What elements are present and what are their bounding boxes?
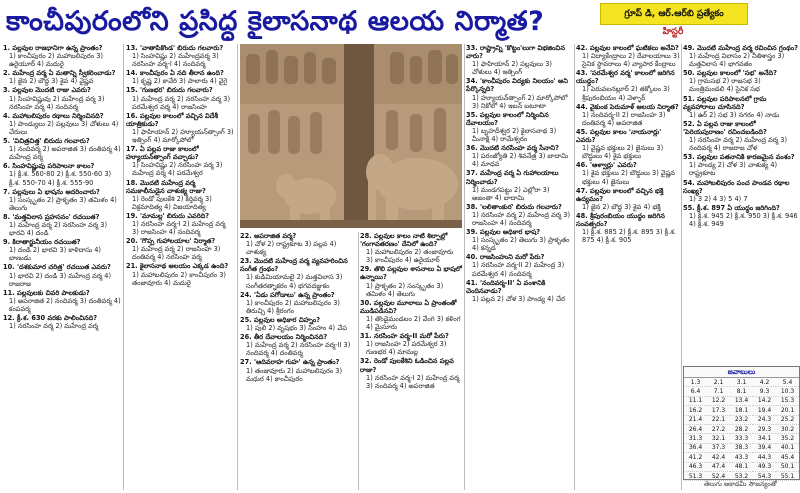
answer-cell: 32.1 — [707, 434, 730, 443]
question-options: 1) పాండ్య 2) చోళ 3) చాళుక్య 4) రాష్ట్రకూట — [689, 161, 778, 178]
question-options: 1) మహేంద్ర విలాసం 2) నీతిశాస్త్రం 3) మత్తవిలాస 4) భాగవతం — [689, 52, 785, 69]
question-item — [360, 357, 462, 389]
question-options: 1) పల్లవ 2) చోళ 3) పాండ్య 4) చేర — [472, 294, 565, 303]
question-text: 54. మహాబలిపురం పంచ పాండవ రథాల సంఖ్య? — [683, 178, 790, 195]
answer-cell: 43.3 — [730, 453, 753, 462]
column-divider — [464, 44, 465, 490]
question-item — [360, 232, 462, 264]
question-text: 45. పల్లవుల కాలం 'నాయనార్లు' ఎవరు? — [576, 127, 662, 145]
answer-cell: 8.1 — [730, 387, 753, 396]
question-text: 11. పల్లవులకు చివరి పాలకుడు? — [3, 288, 90, 297]
question-column-5 — [466, 44, 572, 490]
exam-tag-badge: గ్రూప్ డి, ఆర్.ఆర్‌బి ప్రత్యేకం — [600, 3, 748, 25]
question-text: 43. 'పరమేశ్వర వర్మ' కాలంలో జరిగిన యుద్ధం? — [576, 69, 675, 86]
question-item — [683, 120, 798, 152]
answer-cell: 52.4 — [707, 471, 730, 480]
answer-cell: 38.3 — [730, 443, 753, 452]
question-text: 17. ఏ పల్లవ రాజు కాలంలో హ్యూయన్‌త్సాంగ్ వచ్చాడు? — [126, 145, 199, 162]
answer-cell: 3.1 — [730, 378, 753, 387]
answer-cell: 17.3 — [707, 406, 730, 415]
question-text: 23. మొదటి మహేంద్ర వర్మ వ్యవహరించిన సంగీత గ్రంథం? — [240, 257, 348, 274]
question-options: 1) కృష్ణ 2) కావేరి 3) పాలారు 4) వైగై — [132, 77, 228, 86]
answer-cell: 40.1 — [776, 443, 799, 452]
answer-cell: 33.3 — [730, 434, 753, 443]
question-text: 33. రాష్ట్రాన్ని 'కొట్టం'లుగా విభజించిన వారు? — [466, 44, 565, 61]
answer-cell: 46.3 — [684, 462, 707, 471]
question-item — [126, 86, 234, 110]
answer-cell: 7.1 — [707, 387, 730, 396]
question-text: 25. పల్లవుల అధికార చిహ్నం? — [240, 315, 321, 324]
question-options: 1) మహేంద్ర వర్మ 2) రాజసింహ 3) దంతివర్మ 4) నరసింహ వర్మ — [132, 245, 221, 262]
answer-cell: 42.4 — [707, 453, 730, 462]
answer-cell: 2.1 — [707, 378, 730, 387]
question-text: 41. 'నందివర్మ-II' ఏ వంశానికి చెందినవాడు? — [466, 278, 546, 295]
question-text: 46. 'ఆళ్వార్లు' ఎవరు? — [576, 161, 637, 170]
question-text: 35. పల్లవుల కాలంలో నిర్మించిన దేవాలయం? — [466, 110, 549, 127]
question-options: 1) పాండ్యులు 2) పల్లవులు 3) చోళులు 4) చేరులు — [9, 119, 119, 136]
question-options: 1) సంస్కృతం 2) ప్రాకృతం 3) తమిళం 4) తెలుగు — [9, 195, 117, 212]
question-options: 1) పరంజ్యోతి 2) శివనేత్ర 3) బాదామి 4) మాధవ — [472, 152, 569, 169]
question-text: 6. సింహవిష్ణువు పరిపాలనా కాలం? — [3, 162, 95, 171]
question-options: 1) ప్రాకృతం 2) సంస్కృతం 3) తమిళం 4) తెలుగు — [366, 281, 444, 298]
question-item — [240, 257, 356, 289]
question-item — [683, 153, 798, 177]
question-options: 1) పులి 2) వృషభం 3) సింహం 4) చేప — [246, 324, 347, 333]
question-text: 3. పల్లవుల మొదటి రాజు ఎవరు? — [3, 86, 91, 95]
question-item — [683, 179, 798, 203]
question-options: 1) నరసింహ వర్మ-I 2) మహేంద్ర వర్మ 3) నందివర్మ 4) అపరాజిత — [366, 373, 460, 390]
question-options: 1) సింహవిష్ణువు 2) మహేంద్ర వర్మ 3) నరసింహ వర్మ 4) నందివర్మ — [9, 94, 105, 111]
answer-cell: 45.4 — [776, 453, 799, 462]
question-text: 55. క్రీ.శ. 897 ఏ యుద్ధం జరిగింది? — [683, 203, 780, 212]
answer-key-box — [683, 366, 800, 480]
question-text: 37. మహేంద్ర వర్మ ఏ గుహాలయాలు నిర్మించాడు? — [466, 169, 559, 186]
question-item — [466, 111, 572, 143]
answer-cell: 28.2 — [730, 424, 753, 433]
question-options: 1) నరసింహ వర్మ 2) మహేంద్ర వర్మ 3) నందివర్మ 4) రాజరాజ చోళ — [689, 136, 788, 153]
question-item — [3, 44, 123, 68]
question-options: 1) సంస్కృతం 2) తెలుగు 3) ప్రాకృతం 4) కన్నడ — [472, 236, 570, 253]
subject-label: హిస్టరీ — [662, 27, 684, 37]
question-options: 1) రాజసింహ 2) పరమేశ్వర 3) గుణభర 4) మామల్ల — [366, 340, 447, 357]
answer-cell: 21.4 — [684, 415, 707, 424]
answer-cell: 10.3 — [776, 387, 799, 396]
answer-cell: 31.3 — [684, 434, 707, 443]
answer-row — [684, 406, 799, 415]
question-item — [466, 144, 572, 168]
answer-cell: 29.3 — [753, 424, 776, 433]
question-item — [126, 44, 234, 68]
question-options: 1) మహాబలిపురం 2) తంజావూరు 3) కాంచీపురం 4) ఉరైయూర్ — [366, 248, 454, 265]
answer-cell: 13.4 — [730, 396, 753, 405]
answer-cell: 53.2 — [730, 471, 753, 480]
question-text: 51. పల్లవుల పరిపాలనలో గ్రామ వ్యవహారాలు చూసినది? — [683, 94, 767, 111]
question-options: 1) మండగపట్టు 2) ఎల్లోరా 3) అజంతా 4) బాదామి — [472, 185, 550, 202]
question-text: 39. పల్లవుల అధికార భాష? — [466, 228, 541, 237]
answer-cell: 5.4 — [776, 378, 799, 387]
answer-row — [684, 396, 799, 405]
answer-cell: 26.4 — [684, 424, 707, 433]
question-item — [3, 69, 123, 85]
question-column-6 — [576, 44, 680, 490]
question-item — [240, 358, 356, 382]
question-item — [3, 213, 123, 237]
column-divider — [574, 44, 575, 490]
question-text: 49. మొదటి మహేంద్ర వర్మ రచించిన గ్రంథం? — [683, 44, 798, 52]
question-item — [360, 265, 462, 297]
question-item — [576, 44, 680, 68]
question-text: 16. పల్లవుల కాలంలో వచ్చిన విదేశీ యాత్రికుడు? — [126, 111, 218, 128]
question-item — [466, 253, 572, 277]
question-text: 13. 'వాతాపికొండ' బిరుదు గలవారు? — [126, 44, 224, 52]
answer-cell: 11.1 — [684, 396, 707, 405]
question-text: 29. తొలి పల్లవుల శాసనాలు ఏ భాషలో ఉన్నాయి? — [360, 265, 462, 282]
question-text: 28. పల్లవుల కాలం నాటి శిల్పాల్లో 'గంగావతరణం' దేనిలో ఉంది? — [360, 232, 448, 249]
answer-cell: 41.2 — [684, 453, 707, 462]
question-text: 38. 'లలితాంకుర' బిరుదు గలవారు? — [466, 202, 562, 211]
question-item — [240, 333, 356, 357]
question-text: 52. ఏ పల్లవ రాజు కాలంలో 'పెరియపురాణం' రచించబడింది? — [683, 119, 767, 136]
answer-cell: 27.2 — [707, 424, 730, 433]
question-options: 1) జైన 2) బౌద్ధ 3) శైవ 4) భక్తి — [582, 202, 661, 211]
column-divider — [237, 44, 238, 490]
question-text: 5. 'విచిత్రచిత్త' బిరుదు గలవారు? — [3, 137, 90, 146]
page-title: కాంచీపురంలోని ప్రసిద్ధ కైలాసనాథ ఆలయ నిర్మాత? — [6, 6, 545, 37]
answer-cell: 25.2 — [776, 415, 799, 424]
answer-row — [684, 387, 799, 396]
question-item — [466, 169, 572, 201]
question-options: 1) క్రీ.శ. 945 2) క్రీ.శ. 950 3) క్రీ.శ. 946 4) క్రీ.శ. 949 — [689, 211, 798, 228]
question-options: 1) ఫాహియాన్ 2) హ్యూయన్‌త్సాంగ్ 3) ఇత్సింగ్ 4) మార్కోపోలో — [132, 127, 234, 145]
question-item — [360, 332, 462, 356]
question-item — [126, 262, 234, 286]
question-text: 19. 'మామల్ల' బిరుదు ఎవరిది? — [126, 211, 210, 220]
question-options: 1) విద్యాకేంద్రాలు 2) దేవాలయాలు 3) సైనిక స్థావరాలు 4) వ్యాపార కేంద్రాలు — [582, 52, 680, 69]
answer-cell: 4.2 — [753, 378, 776, 387]
question-options: 1) నరసింహ వర్మ 2) మహేంద్ర వర్మ 3) రాజసింహ 4) నందివర్మ — [472, 210, 571, 227]
question-options: 1) కాంచీపురం 2) మహాబలిపురం 3) తిరుచ్చి 4) శ్రీరంగం — [246, 298, 340, 315]
question-item — [466, 228, 572, 252]
question-column-4 — [360, 232, 462, 490]
question-text: 32. రెండో పులకేశిని ఓడించిన పల్లవ రాజు? — [360, 357, 454, 374]
question-item — [576, 103, 680, 127]
question-options: 1) కుడిమియామలై 2) మత్తవిలాస 3) సంగీతరత్నాకరం 4) భగవదజ్జుకం — [246, 273, 343, 290]
question-text: 18. మొదటి మహేంద్ర వర్మ సమకాలీనుడైన చాళుక్య రాజు? — [126, 178, 206, 195]
question-item — [126, 112, 234, 144]
question-item — [576, 161, 680, 185]
question-text: 48. శ్రీపురంబియం యుద్ధం జరిగిన సంవత్సరం? — [576, 211, 665, 228]
question-text: 34. 'కాంచీపురం విద్యకు నిలయం' అని పేర్కొన్నది? — [466, 77, 568, 94]
answer-cell: 18.1 — [730, 406, 753, 415]
question-options: 1) నరసింహ వర్మ-I 2) మహేంద్ర వర్మ 3) రాజసింహ 4) నందివర్మ — [132, 219, 226, 237]
question-text: 47. పల్లవుల కాలంలో వచ్చిన భక్తి ఉద్యమం? — [576, 186, 664, 203]
answer-row — [684, 415, 799, 424]
question-options: 1) ఫాహియాన్ 2) పల్లవులు 3) చోళులు 4) ఇత్సింగ్ — [472, 60, 552, 77]
answer-cell: 37.3 — [707, 443, 730, 452]
question-options: 1) అపరాజిత 2) నందివర్మ 3) దంతివర్మ 4) కంపవర్మ — [9, 296, 121, 313]
answer-cell: 1.3 — [684, 378, 707, 387]
question-options: 1) నరసింహ వర్మ 2) మహేంద్ర వర్మ — [9, 322, 99, 331]
column-divider — [358, 232, 359, 490]
question-item — [126, 145, 234, 177]
answer-row — [684, 443, 799, 452]
question-item — [126, 212, 234, 236]
column-divider — [123, 44, 124, 490]
answer-cell: 48.1 — [730, 462, 753, 471]
question-text: 20. 'గొప్ప గుహాలయాల' నిర్మాత? — [126, 237, 216, 246]
answer-cell: 47.4 — [707, 462, 730, 471]
question-column-2 — [126, 44, 234, 490]
question-text: 10. 'దశకుమార చరిత్ర' రచయిత ఎవరు? — [3, 263, 111, 272]
question-options: 1) ఉర్ 2) సభ 3) నగరం 4) నాడు — [689, 110, 780, 119]
answer-cell: 30.2 — [776, 424, 799, 433]
question-item — [576, 128, 680, 160]
question-item — [683, 95, 798, 119]
question-options: 1) దండి 2) భారవి 3) కాళిదాసు 4) బాణుడు — [9, 246, 101, 263]
answer-cell: 39.4 — [753, 443, 776, 452]
answer-cell: 9.3 — [753, 387, 776, 396]
question-options: 1) పెరువలనల్లూర్ 2) తక్కోలం 3) శ్రీపురంబియం 4) వెళ్ళార్ — [582, 85, 670, 102]
question-text: 4. మహాబలిపురం రథాలు నిర్మించినది? — [3, 111, 104, 120]
answer-cell: 50.1 — [776, 462, 799, 471]
question-item — [3, 314, 123, 330]
question-options: 1) తొండైమండలం 2) వేంగి 3) కళింగ 4) మైసూరు — [366, 314, 461, 332]
answer-cell: 44.3 — [753, 453, 776, 462]
question-options: 1) వైష్ణవ భక్తులు 2) జైనులు 3) బౌద్ధులు 4) శైవ భక్తులు — [582, 144, 664, 161]
answer-cell: 24.3 — [753, 415, 776, 424]
question-text: 22. అపరాజిత వర్మ? — [240, 232, 297, 240]
question-text: 30. పల్లవుల మూలాలు ఏ ప్రాంతంతో ముడిపడినవి? — [360, 298, 457, 315]
answer-cell: 14.2 — [753, 396, 776, 405]
question-item — [126, 237, 234, 261]
answer-cell: 6.4 — [684, 387, 707, 396]
question-text: 40. రాజసింహుని మరో పేరు? — [466, 253, 545, 262]
answer-row — [684, 462, 799, 471]
question-options: 1) గ్రామసభ 2) రాజసభ 3) మంత్రిమండలి 4) సైనిక సభ — [689, 77, 761, 94]
question-item — [576, 187, 680, 211]
question-text: 12. క్రీ.శ. 630 వరకు పాలించినది? — [3, 314, 98, 322]
answer-row — [684, 424, 799, 433]
question-text: 21. కైలాసనాథ ఆలయం ఎక్కడ ఉంది? — [126, 262, 229, 271]
question-item — [576, 69, 680, 101]
question-text: 27. 'ఆదివరాహ గుహ' ఉన్న ప్రాంతం? — [240, 358, 340, 367]
question-column-1 — [3, 44, 123, 490]
answer-cell: 35.2 — [776, 434, 799, 443]
answer-cell: 23.2 — [730, 415, 753, 424]
question-text: 26. తీర దేవాలయం నిర్మించినది? — [240, 333, 328, 342]
question-options: 1) భారవి 2) దండి 3) మహేంద్ర వర్మ 4) రాజరాజ — [9, 271, 112, 288]
question-item — [3, 162, 123, 186]
question-text: 24. 'ఏడు పగోడాలు' ఉన్న ప్రాంతం? — [240, 290, 335, 299]
question-text: 2. మహేంద్ర వర్మ ఏ మతాన్ని స్వీకరించాడు? — [3, 69, 116, 78]
question-options: 1) మహేంద్ర వర్మ 2) నరసింహ వర్మ 3) పరమేశ్వర వర్మ 4) రాజసింహ — [132, 94, 231, 111]
question-item — [3, 86, 123, 110]
question-text: 9. కిరాతార్జునీయం రచయిత? — [3, 238, 81, 247]
question-text: 7. పల్లవులు ఏ భాషను ఆదరించారు? — [3, 187, 100, 196]
answer-row — [684, 453, 799, 462]
question-item — [3, 137, 123, 161]
question-options: 1) సింహవిష్ణు 2) నరసింహ వర్మ 3) మహేంద్ర వర్మ 4) పరమేశ్వర — [132, 161, 223, 178]
question-text: 36. మొదటి నరసింహ వర్మ సేనాని? — [466, 144, 559, 153]
question-item — [466, 77, 572, 109]
question-item — [466, 279, 572, 303]
answer-cell: 49.3 — [753, 462, 776, 471]
question-text: 15. 'గుణభర' బిరుదు గలవారు? — [126, 86, 213, 95]
question-options: 1) తంజావూరు 2) మహాబలిపురం 3) మధుర 4) కాంచీపురం — [246, 366, 343, 383]
question-item — [360, 299, 462, 331]
answer-cell: 34.1 — [753, 434, 776, 443]
question-options: 1) నరసింహ వర్మ-II 2) మహేంద్ర 3) పరమేశ్వర 4) నందివర్మ — [472, 261, 565, 278]
answer-row — [684, 378, 799, 387]
question-item — [126, 179, 234, 211]
question-text: 31. నరసింహ వర్మ-II మరో పేరు? — [360, 332, 449, 341]
column-divider — [681, 44, 682, 490]
question-text: 53. పల్లవుల పతనానికి కారణమైన వంశం? — [683, 153, 795, 162]
question-options: 1) మహేంద్ర వర్మ 2) నరసింహ వర్మ-II 3) నందివర్మ 4) దంతివర్మ — [246, 341, 351, 358]
question-item — [683, 44, 798, 68]
question-item — [683, 69, 798, 93]
answer-cell: 16.2 — [684, 406, 707, 415]
question-options: 1) క్రీ.శ. 560-80 2) క్రీ.శ. 550-60 3) క్రీ.శ. 550-70 4) క్రీ.శ. 555-90 — [9, 170, 112, 187]
question-item — [3, 289, 123, 313]
question-item — [3, 112, 123, 136]
question-text: 14. కాంచీపురం ఏ నది తీరాన ఉంది? — [126, 69, 224, 78]
question-text: 50. పల్లవుల కాలంలో 'సభ' అనేది? — [683, 69, 777, 78]
question-options: 1) 3 2) 4 3) 5 4) 7 — [689, 194, 748, 203]
answer-cell: 12.2 — [707, 396, 730, 405]
answer-cell: 51.3 — [684, 471, 707, 480]
question-item — [3, 263, 123, 287]
question-item — [3, 238, 123, 262]
question-options: 1) క్రీ.శ. 885 2) క్రీ.శ. 895 3) క్రీ.శ. 875 4) క్రీ.శ. 905 — [582, 228, 676, 245]
question-options: 1) మహాబలిపురం 2) కాంచీపురం 3) తంజావూరు 4) మదురై — [132, 270, 226, 287]
answer-cell: 15.3 — [776, 396, 799, 405]
question-column-7 — [683, 44, 798, 364]
answer-cell: 22.1 — [707, 415, 730, 424]
question-item — [683, 204, 798, 228]
question-options: 1) కాంచీపురం 2) మహాబలిపురం 3) ఉరైయూర్ 4) మదురై — [9, 52, 103, 69]
question-column-3 — [240, 232, 356, 490]
answer-cell: 36.4 — [684, 443, 707, 452]
question-item — [576, 212, 680, 244]
answer-key-table — [684, 378, 799, 481]
question-text: 44. వైకుంఠ పెరుమాళ్ ఆలయ నిర్మాత? — [576, 102, 679, 111]
question-item — [126, 69, 234, 85]
question-options: 1) మహేంద్ర వర్మ 2) నరసింహ వర్మ 3) భారవి 4) దండి — [9, 220, 108, 238]
source-credit: తెలుగు అకాడమీ సౌజన్యంతో — [704, 480, 777, 488]
answer-cell: 19.4 — [753, 406, 776, 415]
question-item — [240, 316, 356, 332]
question-text: 8. 'మత్తవిలాస ప్రహసనం' రచయిత? — [3, 212, 100, 221]
question-options: 1) బృహదీశ్వర 2) కైలాసనాథ 3) మీనాక్షి 4) రామేశ్వరం — [472, 126, 557, 144]
question-item — [466, 203, 572, 227]
answer-row — [684, 434, 799, 443]
question-options: 1) జైన 2) బౌద్ధ 3) శైవ 4) వైష్ణవ — [9, 77, 94, 86]
answer-cell: 55.1 — [776, 471, 799, 480]
question-options: 1) సింహవిష్ణు 2) మహేంద్రవర్మ 3) నరసింహ వర్మ-I 4) నందివర్మ — [132, 52, 219, 69]
temple-relief-photo — [240, 44, 462, 228]
question-options: 1) చోళ 2) రాష్ట్రకూట 3) పల్లవ 4) చాళుక్య — [246, 240, 337, 257]
question-options: 1) నందివర్మ 2) అపరాజిత 3) దంతివర్మ 4) మహేంద్ర వర్మ — [9, 145, 121, 162]
question-options: 1) హ్యూయన్‌త్సాంగ్ 2) మార్కోపోలో 3) నికోలో 4) ఇబన్ బటూటా — [472, 93, 568, 110]
question-item — [466, 44, 572, 76]
question-options: 1) శైవ భక్తులు 2) బౌద్ధులు 3) వైష్ణవ భక్తులు 4) జైనులు — [582, 169, 675, 186]
question-options: 1) రెండో పులకేశి 2) కీర్తివర్మ 3) విక్రమాదిత్య 4) విజయాదిత్య — [132, 194, 212, 211]
answer-cell: 54.3 — [753, 471, 776, 480]
question-options: 1) నందివర్మ-II 2) రాజసింహ 3) దంతివర్మ 4) అపరాజిత — [582, 110, 666, 127]
question-text: 42. పల్లవుల కాలంలో ఘటికలు అనేవి? — [576, 44, 679, 52]
question-item — [240, 291, 356, 315]
question-item — [3, 188, 123, 212]
question-text: 1. పల్లవుల రాజధానిగా ఉన్న ప్రాంతం? — [3, 44, 103, 52]
answer-key-title: జవాబులు — [684, 367, 799, 378]
question-item — [240, 232, 356, 256]
answer-cell: 20.1 — [776, 406, 799, 415]
